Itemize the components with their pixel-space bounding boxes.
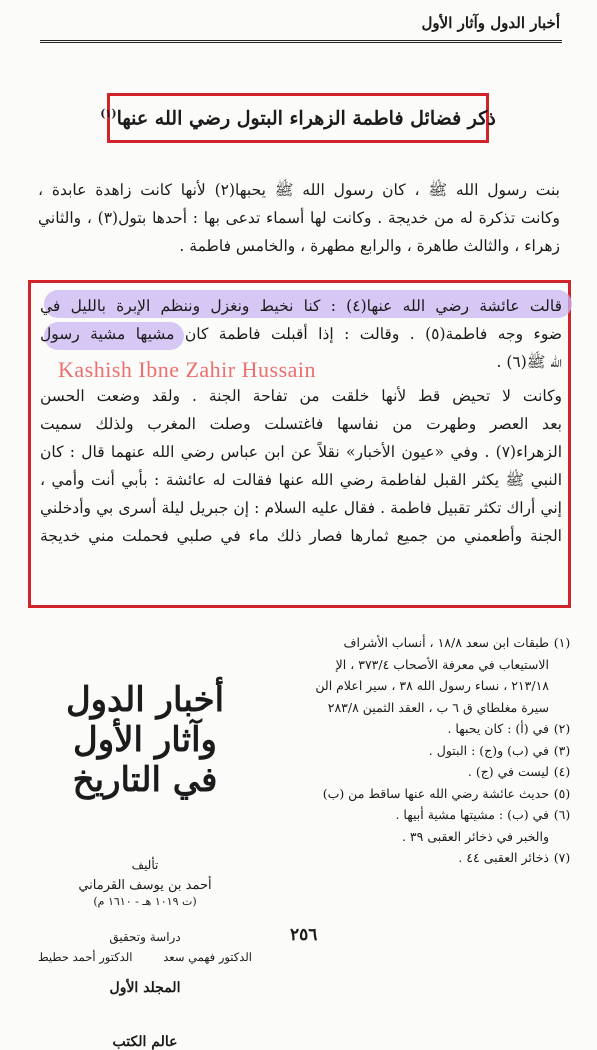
footnote-number: (٤) xyxy=(553,764,571,779)
quote-line: وكانت لا تحيض قط لأنها خلقت من تفاحة الجنة . ولقد وضعت الحسن xyxy=(40,387,562,405)
volume-label: المجلد الأول xyxy=(109,980,181,996)
quote-line: قالت عائشة رضي الله عنها(٤) : كنا نخيط ونغزل وننظم الإبرة بالليل في xyxy=(40,297,562,315)
footnote-number: (٢) xyxy=(553,721,571,736)
header-rule xyxy=(40,40,562,43)
quote-line: الجنة وأطعمني من جميع ثمارها فصار ذلك ماء في صلبي فحملت مني خديجة xyxy=(40,527,562,545)
quote-line: الله ﷺ(٦) . xyxy=(496,353,562,371)
page-number: ٢٥٦ xyxy=(290,925,318,945)
by-label: تأليف xyxy=(131,858,159,872)
footnotes xyxy=(290,632,575,869)
section-title-footnote-ref: (١) xyxy=(100,106,117,120)
section-title-box xyxy=(100,93,496,143)
running-header: أخبار الدول وآثار الأول xyxy=(421,14,560,32)
quote-line: ضوء وجه فاطمة(٥) . وقالت : إذا أقبلت فاطمة كان مشيها مشية رسول xyxy=(40,325,562,343)
footnote-text: حديث عائشة رضي الله عنها ساقط من (ب) xyxy=(322,785,549,801)
quote-paragraph xyxy=(40,292,562,550)
footnote xyxy=(290,632,575,654)
intro-line: زهراء ، والثالث طاهرة ، والرابع مطهرة ، والخامس فاطمة . xyxy=(179,237,560,255)
footnote-number: (٧) xyxy=(553,850,571,865)
section-title-text: ذكر فضائل فاطمة الزهراء البتول رضي الله عنها xyxy=(116,107,496,130)
footnote-text: ليست في (ج) . xyxy=(467,764,549,779)
footnote-number: (٣) xyxy=(553,742,571,758)
author-dates: (ت ١٠١٩ هـ - ١٦١٠ م) xyxy=(93,895,197,908)
footnote-text: في (ب) : مشيتها مشية أبيها . xyxy=(395,807,549,822)
quote-line: النبي ﷺ يكثر القبل لفاطمة رضي الله عنها فقالت له عائشة : بأبي أنت وأمي ، xyxy=(40,471,562,489)
footnote-text: الاستيعاب في معرفة الأصحاب ٣٧٣/٤ ، الإ xyxy=(335,656,549,672)
footnote-text: والخبر في ذخائر العقبى ٣٩ . xyxy=(401,828,549,844)
book-title-line: في التاريخ xyxy=(72,760,218,800)
intro-line: وكانت تذكرة له من خديجة . وكانت لها أسماء تدعى بها : أحدها بتول(٣) ، والثاني xyxy=(38,209,560,227)
intro-line: بنت رسول الله ﷺ ، كان رسول الله ﷺ يحبها(٢) لأنها كانت زاهدة عابدة ، xyxy=(38,181,560,199)
footnote-number: (١) xyxy=(553,635,571,650)
quote-line: بعد العصر وطهرت من نفاسها فاغتسلت وصلت المغرب ولذلك سميت xyxy=(40,415,562,433)
footnote-text: في (ب) و(ج) : البتول . xyxy=(428,742,549,758)
footnote xyxy=(290,804,575,826)
footnote xyxy=(290,847,575,869)
section-title xyxy=(100,107,496,129)
footnote xyxy=(290,826,575,848)
watermark: Kashish Ibne Zahir Hussain xyxy=(58,357,317,382)
footnote-text: في (أ) : كان يحبها . xyxy=(447,721,549,736)
footnote xyxy=(290,783,575,805)
footnote xyxy=(290,675,575,697)
study-label: دراسة وتحقيق xyxy=(109,930,181,944)
footnote-text: ٢١٣/١٨ ، نساء رسول الله ٣٨ ، سير اعلام الن xyxy=(315,678,549,693)
intro-paragraph xyxy=(38,176,560,260)
editor-name: الدكتور فهمي سعد xyxy=(163,950,252,964)
footnote xyxy=(290,718,575,740)
footnote-text: ذخائر العقبى ٤٤ . xyxy=(458,850,549,865)
publisher-name: عالم الكتب xyxy=(112,1034,178,1050)
quote-line: إني أراك تكثر تقبيل فاطمة . فقال عليه السلام : إن جبريل ليلة أسرى بي وأدخلني xyxy=(40,499,562,517)
footnote-number: (٥) xyxy=(553,785,571,801)
footnote xyxy=(290,654,575,676)
footnote xyxy=(290,697,575,719)
footnote xyxy=(290,761,575,783)
quote-line: الزهراء(٧) . وفي «عيون الأخبار» نقلاً عن ابن عباس رضي الله عنهما قال : كان xyxy=(40,443,562,461)
editor-name: الدكتور أحمد حطيط xyxy=(38,950,133,964)
footnote-text: سيرة مغلطاي ق ٦ ب ، العقد الثمين ٢٨٣/٨ xyxy=(327,699,549,715)
book-title xyxy=(30,680,260,800)
footnote-text: طبقات ابن سعد ١٨/٨ ، أنساب الأشراف xyxy=(343,635,549,650)
book-cover-block xyxy=(30,650,260,1050)
editors xyxy=(30,950,260,964)
footnote xyxy=(290,740,575,762)
book-title-line: أخبار الدول وآثار الأول xyxy=(65,680,225,760)
author-name: أحمد بن يوسف القرماني xyxy=(78,878,212,893)
footnote-number: (٦) xyxy=(553,807,571,822)
